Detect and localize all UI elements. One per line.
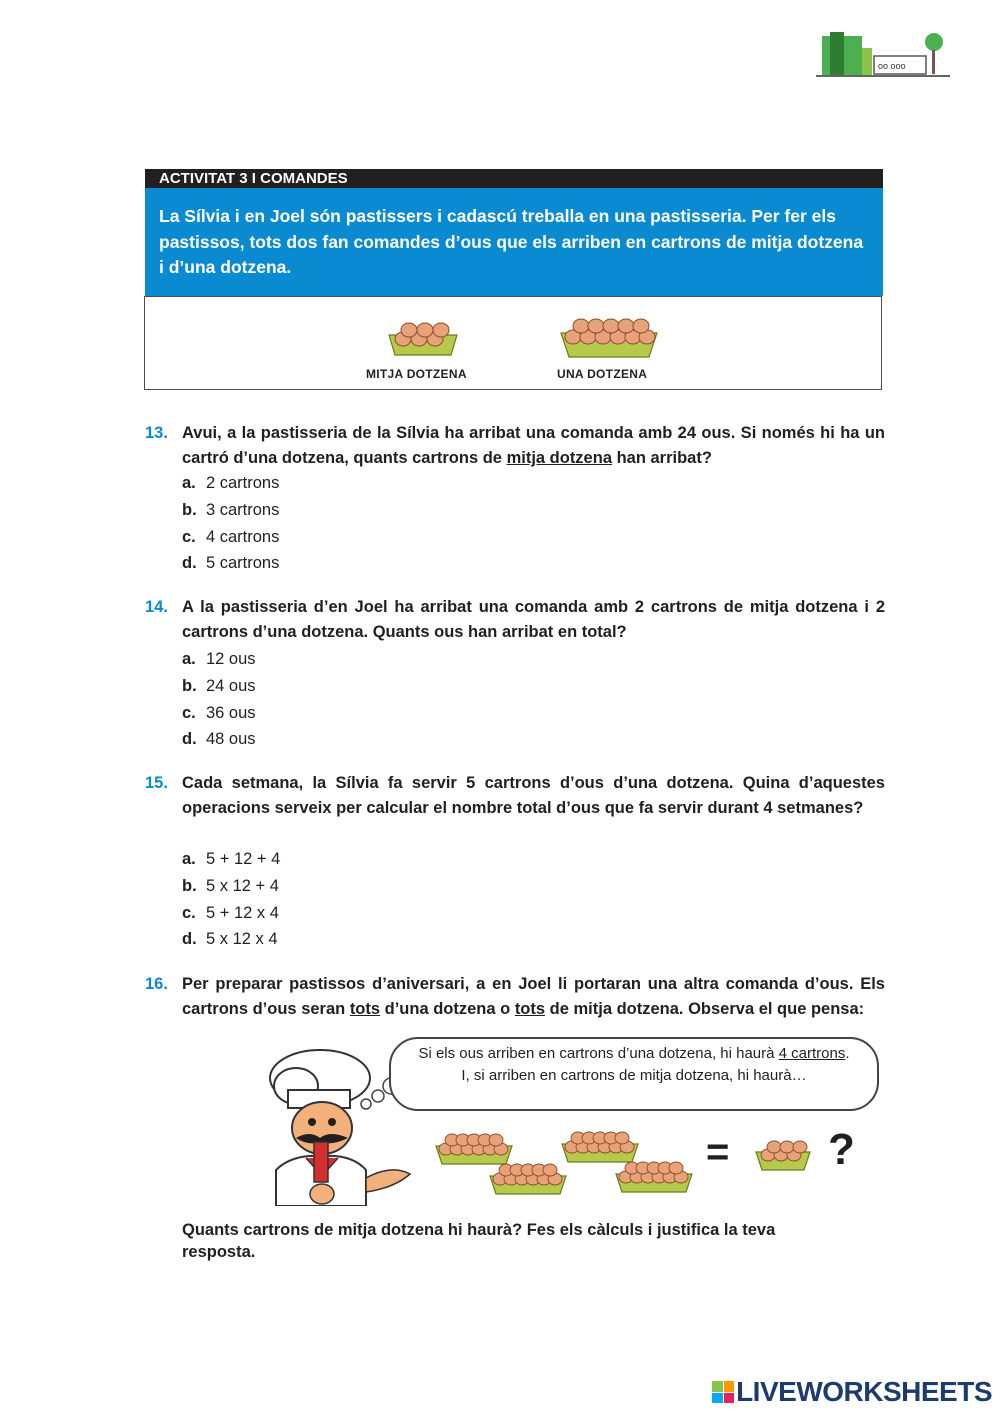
equals-sign: = [706,1130,730,1174]
carton-figure-box [144,296,882,390]
bubble-line-2: I, si arriben en cartrons de mitja dotzena, hi haurà… [461,1067,807,1084]
bubble-line-1: Si els ous arriben en cartrons d’una dotzena, hi haurà 4 cartrons. [418,1045,850,1062]
q15-option-a[interactable]: a. 5 + 12 + 4 [182,850,281,868]
footer-brand: LIVEWORKSHEETS [736,1376,992,1407]
svg-text:oo ooo: oo ooo [878,61,906,71]
liveworksheets-logo-icon [712,1381,734,1403]
egg-cartons-illustration [432,1122,862,1206]
half-dozen-carton-icon [385,319,461,359]
dozen-carton-icon [557,311,661,361]
question-text: Per preparar pastissos d’aniversari, a en Joel li portaran una altra comanda d’ous. Els cartrons d’ous seran tots d’una dotzena o tots de mitja dotzena. Observa el que pensa: [182,975,885,1018]
activity-header: ACTIVITAT 3 I COMANDES [145,169,883,188]
question-number: 16. [145,975,168,993]
q14-option-c[interactable]: c. 36 ous [182,703,256,722]
question-text: Cada setmana, la Sílvia fa servir 5 cartrons d’ous d’una dotzena. Quina d’aquestes operacions serveix per calcular el nombre total d’ous que fa servir durant 4 setmanes? [182,774,885,817]
q13-option-d[interactable]: d. 5 cartrons [182,554,280,573]
question-15 [145,771,885,821]
question-text: Avui, a la pastisseria de la Sílvia ha arribat una comanda amb 24 ous. Si només hi ha un cartró d’una dotzena, quants cartrons de mitja dotzena han arribat? [182,424,885,467]
q13-option-b[interactable]: b. 3 cartrons [182,500,280,519]
question-16 [145,972,885,1022]
q15-option-d[interactable]: d. 5 x 12 x 4 [182,930,278,949]
question-text: A la pastisseria d’en Joel ha arribat una comanda amb 2 cartrons de mitja dotzena i 2 cartrons d’una dotzena. Quants ous han arribat en total? [182,598,885,641]
question-number: 14. [145,598,168,616]
question-13 [145,421,885,471]
question-number: 15. [145,774,168,792]
school-logo [808,28,956,84]
q14-option-d[interactable]: d. 48 ous [182,730,256,749]
q15-option-c[interactable]: c. 5 + 12 x 4 [182,903,279,922]
q16-final-question: Quants cartrons de mitja dotzena hi haurà? Fes els càlculs i justifica la teva resposta. [182,1221,776,1261]
q15-option-b[interactable]: b. 5 x 12 + 4 [182,876,279,895]
footer-logo [712,1377,992,1407]
q14-option-b[interactable]: b. 24 ous [182,676,256,695]
half-dozen-label: MITJA DOTZENA [366,367,467,381]
q13-option-c[interactable]: c. 4 cartrons [182,527,280,546]
q14-option-a[interactable]: a. 12 ous [182,650,256,668]
dozen-label: UNA DOTZENA [557,367,648,381]
question-mark: ? [828,1125,855,1174]
intro-text: La Sílvia i en Joel són pastissers i cadascú treballa en una pastisseria. Per fer els pastissos, tots dos fan comandes d’ous que els arriben en cartrons de mitja dotzena i d’una dotzena. [159,206,864,277]
question-14 [145,595,885,645]
q13-option-a[interactable]: a. 2 cartrons [182,474,280,492]
question-number: 13. [145,424,168,442]
bubble-text [390,1043,878,1087]
intro-box [145,188,883,296]
